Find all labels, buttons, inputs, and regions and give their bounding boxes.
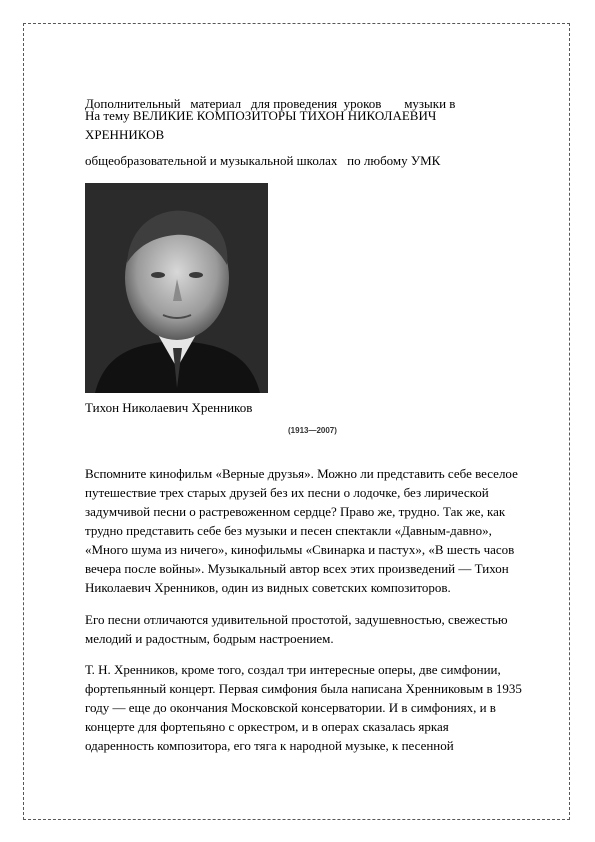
paragraph-line: вечера после войны». Музыкальный автор всех этих произведений — Тихон <box>85 561 509 576</box>
paragraph-line: концерте для фортепьяно с оркестром, и в операх сказалась яркая <box>85 719 449 734</box>
years-label: (1913—2007) <box>288 426 337 435</box>
portrait-caption: Тихон Николаевич Хренников <box>85 400 253 415</box>
header-line-2: общеобразовательной и музыкальной школах по любому УМК <box>85 153 441 168</box>
paragraph-line: Т. Н. Хренников, кроме того, создал три интересные оперы, две симфонии, <box>85 662 501 677</box>
composer-portrait <box>85 183 268 393</box>
paragraph-line: «Много шума из ничего», кинофильмы «Свинарка и пастух», «В шесть часов <box>85 542 515 557</box>
paragraph-line: Его песни отличаются удивительной простотой, задушевностью, свежестью <box>85 612 508 627</box>
paragraph-1 <box>85 464 545 597</box>
paragraph-line: Вспомните кинофильм «Верные друзья». Можно ли представить себе веселое <box>85 466 518 481</box>
paragraph-line: году — еще до окончания Московской консерватории. И в симфониях, и в <box>85 700 496 715</box>
header-line-1: Дополнительный материал для проведения уроков музыки в <box>85 96 456 111</box>
paragraph-3 <box>85 660 545 755</box>
paragraph-2 <box>85 610 545 648</box>
paragraph-line: одаренность композитора, его тяга к народной музыке, к песенной <box>85 738 454 753</box>
paragraph-line: Николаевич Хренников, один из видных советских композиторов. <box>85 580 451 595</box>
paragraph-line: путешествие трех старых друзей без их песни о лодочке, без лирической <box>85 485 489 500</box>
portrait-illustration <box>85 183 268 393</box>
paragraph-line: трудно представить себе без музыки и песен спектакли «Давным-давно», <box>85 523 492 538</box>
paragraph-line: мелодий и радостным, бодрым настроением. <box>85 631 334 646</box>
paragraph-line: задумчивой песни о растревоженном сердце? Право же, трудно. Так же, как <box>85 504 506 519</box>
topic-title: На тему ВЕЛИКИЕ КОМПОЗИТОРЫ ТИХОН НИКОЛАЕВИЧ ХРЕННИКОВ <box>85 108 437 142</box>
paragraph-line: фортепьянный концерт. Первая симфония была написана Хренниковым в 1935 <box>85 681 522 696</box>
